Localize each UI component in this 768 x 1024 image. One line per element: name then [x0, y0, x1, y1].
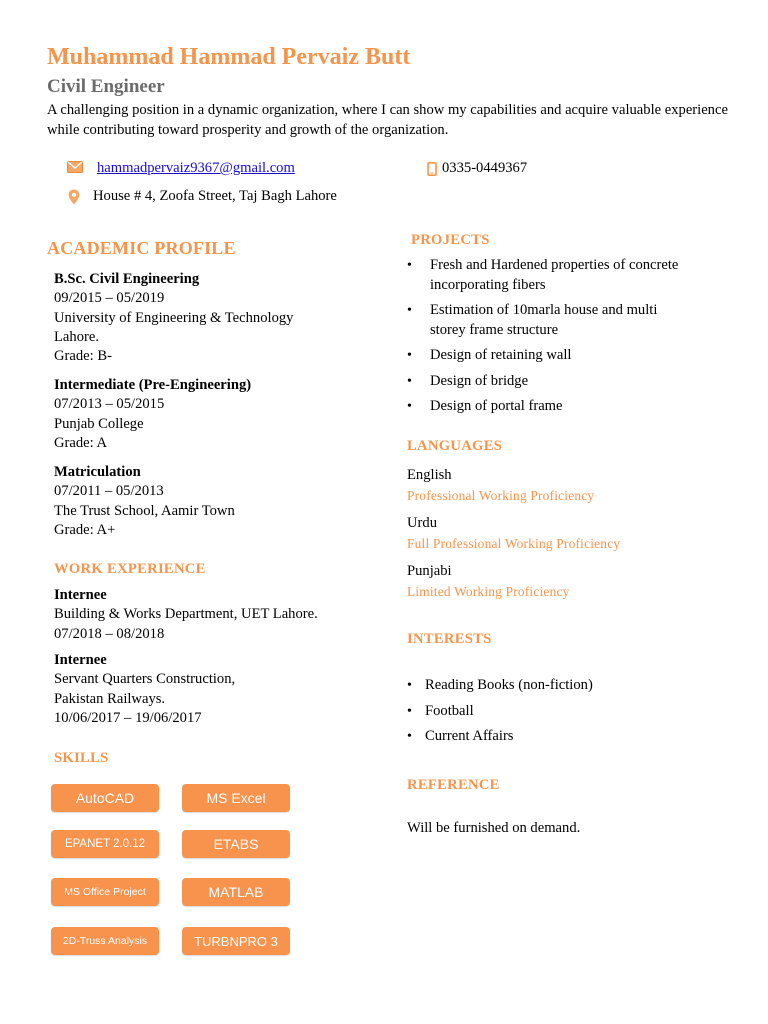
work-dates: 07/2018 – 08/2018	[54, 625, 165, 642]
education-institution: The Trust School, Aamir Town	[54, 502, 235, 519]
languages-heading: LANGUAGES	[407, 438, 503, 454]
interests-heading: INTERESTS	[407, 631, 492, 647]
work-project: Servant Quarters Construction,	[54, 671, 236, 688]
language-name: Punjabi	[407, 563, 452, 579]
phone-icon	[427, 162, 437, 181]
skill-badge: TURBNPRO 3	[182, 927, 290, 955]
phone-number: 0335-0449367	[442, 160, 528, 176]
education-entry	[54, 376, 251, 453]
skill-badge: 2D-Truss Analysis	[51, 927, 159, 955]
education-grade: Grade: A	[54, 434, 108, 451]
education-institution: University of Engineering & Technology	[54, 309, 294, 326]
project-item: • Estimation of 10marla house and multi storey frame structure	[407, 301, 692, 340]
project-item: • Design of bridge	[407, 372, 692, 392]
interest-item: • Current Affairs	[407, 727, 687, 747]
skill-badge: EPANET 2.0.12	[51, 830, 159, 858]
interest-item: • Reading Books (non-fiction)	[407, 676, 687, 696]
education-grade: Grade: B-	[54, 348, 112, 365]
work-entry	[54, 586, 318, 644]
skill-badge: MATLAB	[182, 878, 290, 906]
education-dates: 07/2011 – 05/2013	[54, 483, 164, 500]
job-title: Civil Engineer	[47, 76, 165, 97]
education-institution: Punjab College	[54, 415, 144, 432]
work-title: Internee	[54, 587, 107, 603]
reference-text: Will be furnished on demand.	[407, 820, 581, 836]
career-objective: A challenging position in a dynamic organization, where I can show my capabilities and acquire valuable experience while contributing toward prosperity and growth of the organization.	[47, 102, 728, 138]
academic-profile-heading: ACADEMIC PROFILE	[47, 238, 236, 258]
skills-heading: SKILLS	[54, 750, 109, 766]
project-item: • Fresh and Hardened properties of concrete incorporating fibers	[407, 256, 692, 295]
language-name: Urdu	[407, 515, 437, 531]
education-degree: Intermediate (Pre-Engineering)	[54, 377, 252, 393]
projects-list	[407, 256, 692, 417]
language-level: Limited Working Proficiency	[407, 583, 570, 599]
work-experience-heading: WORK EXPERIENCE	[54, 561, 206, 577]
education-entry	[54, 270, 293, 366]
skill-badge: MS Office Project	[51, 878, 159, 906]
education-city: Lahore.	[54, 328, 99, 345]
project-item: • Design of portal frame	[407, 397, 692, 417]
education-degree: Matriculation	[54, 464, 141, 480]
education-grade: Grade: A+	[54, 521, 116, 538]
interests-list	[407, 676, 687, 747]
language-entry	[407, 466, 594, 505]
skill-badge: MS Excel	[182, 784, 290, 812]
education-dates: 09/2015 – 05/2019	[54, 290, 165, 307]
envelope-icon	[67, 160, 83, 178]
projects-heading: PROJECTS	[411, 232, 490, 248]
language-entry	[407, 514, 620, 553]
education-entry	[54, 463, 235, 540]
email-link[interactable]: hammadpervaiz9367@gmail.com	[97, 160, 295, 176]
language-level: Full Professional Working Proficiency	[407, 535, 621, 551]
language-level: Professional Working Proficiency	[407, 487, 595, 503]
location-pin-icon	[68, 189, 80, 210]
project-item: • Design of retaining wall	[407, 346, 692, 366]
interest-item: • Football	[407, 702, 687, 722]
education-dates: 07/2013 – 05/2015	[54, 396, 165, 413]
work-dates: 10/06/2017 – 19/06/2017	[54, 709, 202, 726]
work-title: Internee	[54, 652, 107, 668]
work-organization: Pakistan Railways.	[54, 690, 166, 707]
work-organization: Building & Works Department, UET Lahore.	[54, 606, 318, 623]
candidate-name: Muhammad Hammad Pervaiz Butt	[47, 44, 411, 70]
address: House # 4, Zoofa Street, Taj Bagh Lahore	[93, 188, 337, 204]
education-degree: B.Sc. Civil Engineering	[54, 271, 200, 287]
reference-heading: REFERENCE	[407, 777, 500, 793]
language-entry	[407, 562, 570, 601]
skill-badge: ETABS	[182, 830, 290, 858]
work-entry	[54, 651, 235, 728]
language-name: English	[407, 467, 452, 483]
skill-badge: AutoCAD	[51, 784, 159, 812]
